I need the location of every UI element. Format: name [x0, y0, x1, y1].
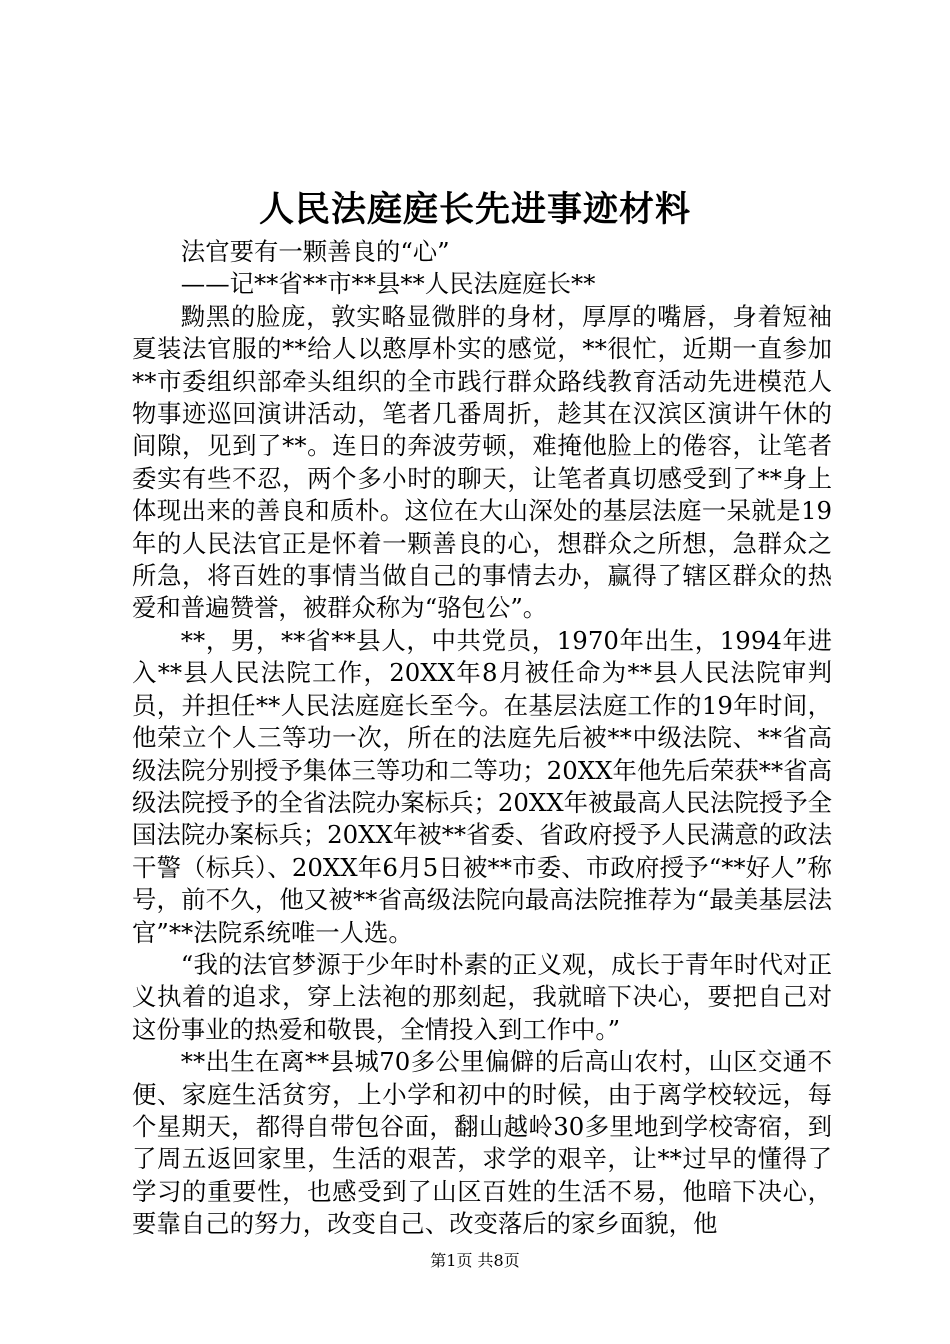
paragraph: **出生在离**县城70多公里偏僻的后高山农村，山区交通不便、家庭生活贫穷，上小学和初中的时候，由于离学校较远，每个星期天，都得自带包谷面，翻山越岭30多里地到学校寄宿，到了周五返回家里，生活的艰苦，求学的艰辛，让**过早的懂得了学习的重要性，也感受到了山区百姓的生活不易，他暗下决心，要靠自己的努力，改变自己、改变落后的家乡面貌，他 [132, 1047, 832, 1239]
document-title: 人民法庭庭长先进事迹材料 [258, 189, 691, 230]
page-footer: 第1页 共8页 [430, 1251, 520, 1270]
paragraph: **，男，**省**县人，中共党员，1970年出生，1994年进入**县人民法院工作，20XX年8月被任命为**县人民法院审判员，并担任**人民法庭庭长至今。在基层法庭工作的19年时间，他荣立个人三等功一次，所在的法庭先后被**中级法院、**省高级法院分别授予集体三等功和二等功；20XX年他先后荣获**省高级法院授予的全省法院办案标兵；20XX年被最高人民法院授予全国法院办案标兵；20XX年被**省委、省政府授予人民满意的政法干警（标兵）、20XX年6月5日被**市委、市政府授予“**好人”称号，前不久，他又被**省高级法院向最高法院推荐为“最美基层法官”**法院系统唯一人选。 [132, 625, 832, 947]
paragraph-subtitle: 法官要有一颗善良的“心” [180, 237, 450, 266]
paragraph-byline: ——记**省**市**县**人民法庭庭长** [180, 269, 596, 299]
paragraph: 黝黑的脸庞，敦实略显微胖的身材，厚厚的嘴唇，身着短袖夏装法官服的**给人以憨厚朴实的感觉，**很忙，近期一直参加**市委组织部牵头组织的全市践行群众路线教育活动先进模范人物事迹巡回演讲活动，笔者几番周折，趁其在汉滨区演讲午休的间隙，见到了**。连日的奔波劳顿，难掩他脸上的倦容，让笔者委实有些不忍，两个多小时的聊天，让笔者真切感受到了**身上体现出来的善良和质朴。这位在大山深处的基层法庭一呆就是19年的人民法官正是怀着一颗善良的心，想群众之所想，急群众之所急，将百姓的事情当做自己的事情去办，赢得了辖区群众的热爱和普遍赞誉，被群众称为“骆包公”。 [132, 301, 832, 623]
paragraph-quote: “我的法官梦源于少年时朴素的正义观，成长于青年时代对正义执着的追求，穿上法袍的那刻起，我就暗下决心，要把自己对这份事业的热爱和敬畏，全情投入到工作中。” [132, 949, 832, 1044]
document-body [132, 236, 832, 1241]
